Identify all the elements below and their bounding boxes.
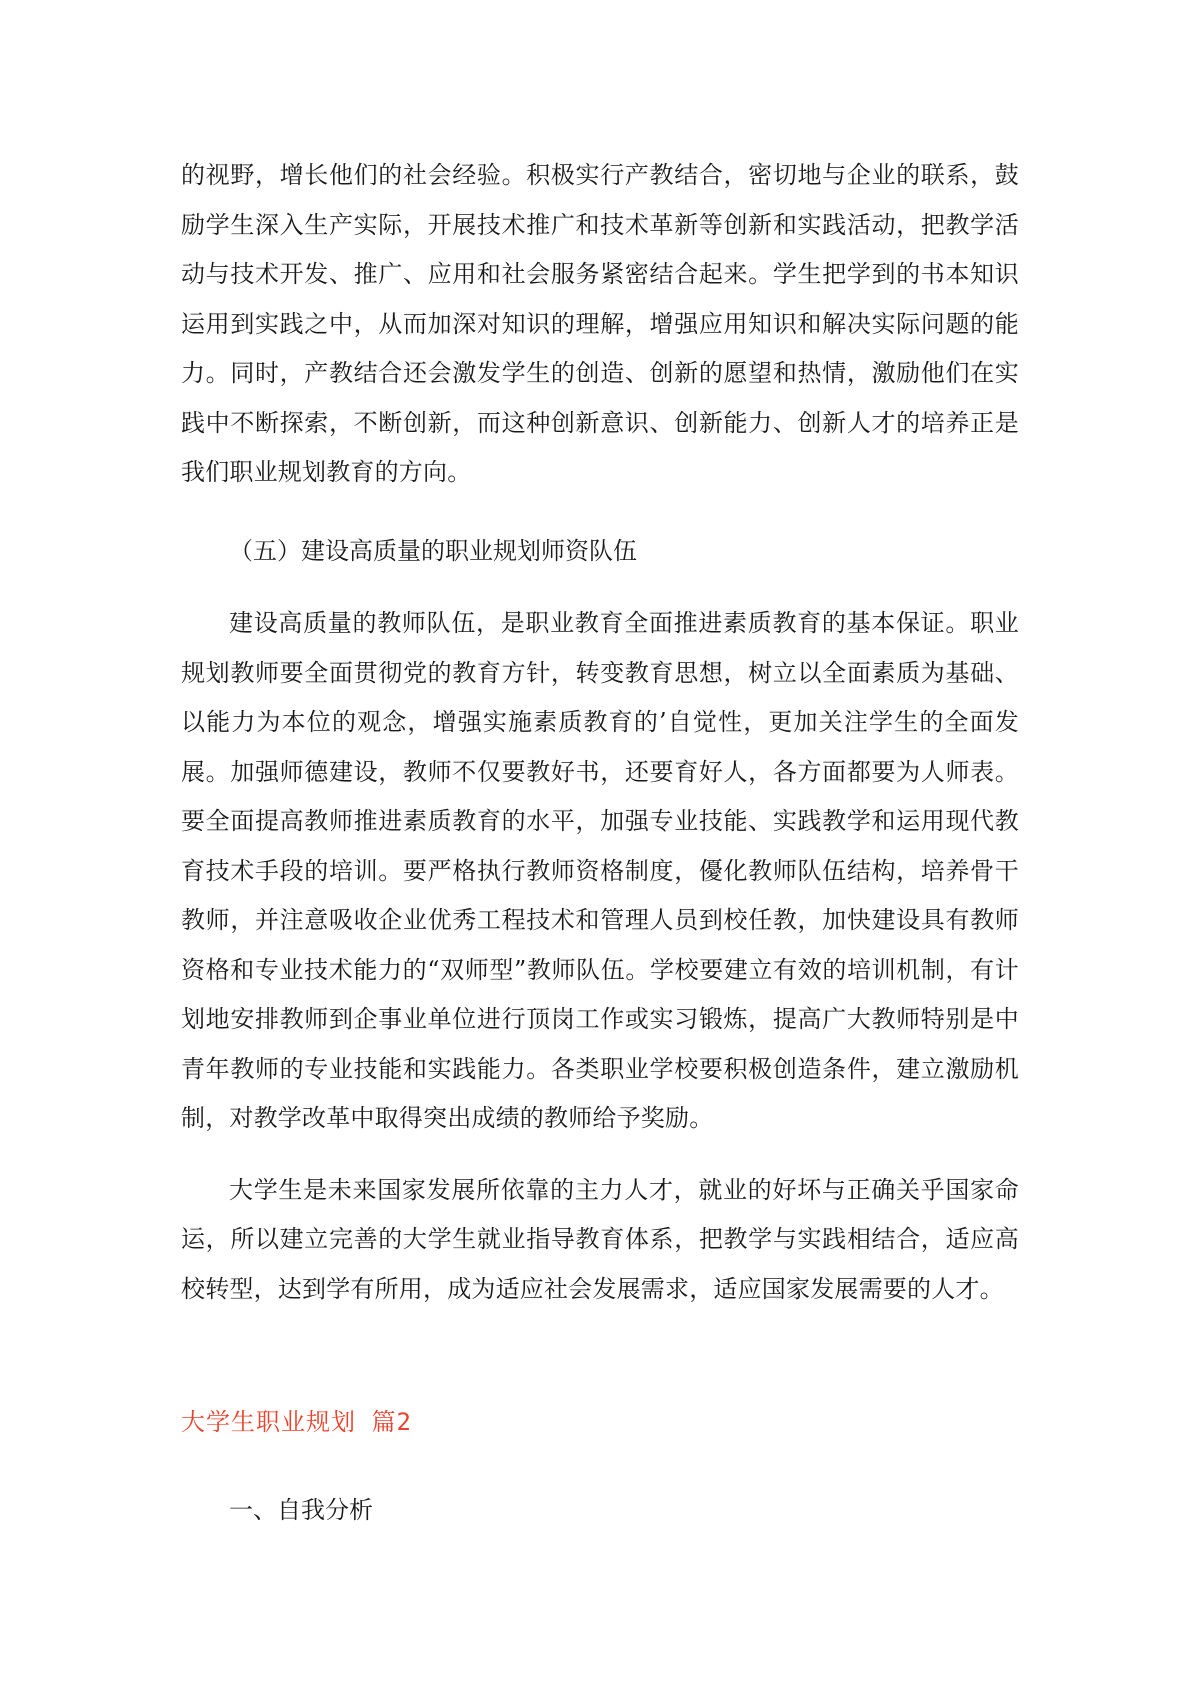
paragraph-teacher-team: 建设高质量的教师队伍，是职业教育全面推进素质教育的基本保证。职业规划教师要全面贯彻党的教育方针，转变教育思想，树立以全面素质为基础、以能力为本位的观念，增强实施素质教育的’自觉性，更加关注学生的全面发展。加强师德建设，教师不仅要教好书，还要育好人，各方面都要为人师表。要全面提高教师推进素质教育的水平，加强专业技能、实践教学和运用现代教育技术手段的培训。要严格执行教师资格制度，優化教师队伍结构，培养骨干教师，并注意吸收企业优秀工程技术和管理人员到校任教，加快建设具有教师资格和专业技术能力的“双师型”教师队伍。学校要建立有效的培训机制，有计划地安排教师到企事业单位进行顶岗工作或实习锻炼，提高广大教师特别是中青年教师的专业技能和实践能力。各类职业学校要积极创造条件，建立激励机制，对教学改革中取得突出成绩的教师给予奖励。: [181, 609, 1019, 1132]
document-title: 大学生职业规划 篇2: [181, 1408, 412, 1436]
paragraph-continuation: 的视野，增长他们的社会经验。积极实行产教结合，密切地与企业的联系，鼓励学生深入生产实际，开展技术推广和技术革新等创新和实践活动，把教学活动与技术开发、推广、应用和社会服务紧密结合起来。学生把学到的书本知识运用到实践之中，从而加深对知识的理解，增强应用知识和解决实际问题的能力。同时，产教结合还会激发学生的创造、创新的愿望和热情，激励他们在实践中不断探索，不断创新，而这种创新意识、创新能力、创新人才的培养正是我们职业规划教育的方向。: [181, 161, 1019, 486]
section-heading: （五）建设高质量的职业规划师资队伍: [229, 536, 637, 565]
document-content: [181, 151, 1019, 1536]
paragraph-conclusion: 大学生是未来国家发展所依靠的主力人才，就业的好坏与正确关乎国家命运，所以建立完善的大学生就业指导教育体系，把教学与实践相结合，适应高校转型，达到学有所用，成为适应社会发展需求，适应国家发展需要的人才。: [181, 1175, 1019, 1303]
sub-heading: 一、自我分析: [229, 1496, 373, 1524]
